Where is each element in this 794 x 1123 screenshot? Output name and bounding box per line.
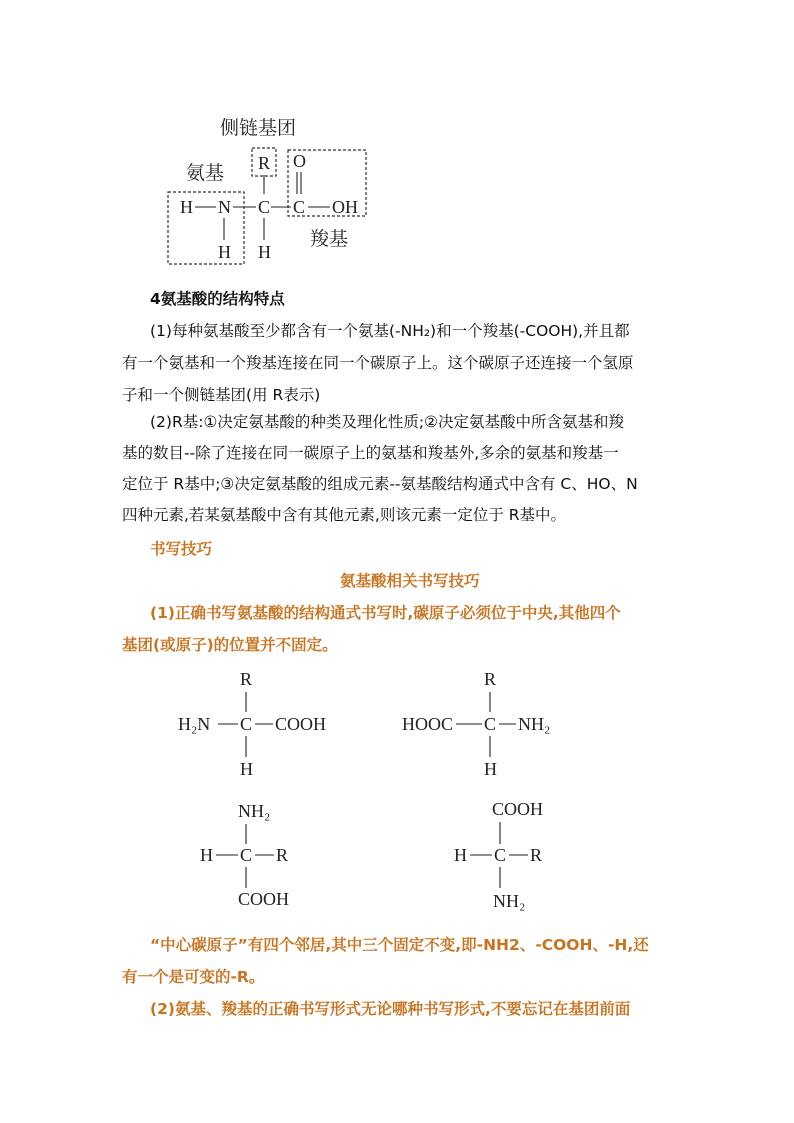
text-line: 子和一个侧链基团(用 R表示) — [122, 386, 321, 404]
tips-label: 书写技巧 — [150, 540, 213, 558]
amino-label: 氨基 — [186, 162, 225, 184]
s2-top: R — [484, 669, 497, 689]
atom-n: N — [218, 197, 231, 217]
section-4-heading: 4氨基酸的结构特点 — [150, 290, 285, 308]
s4-right: R — [530, 845, 543, 865]
s2-bottom: H — [484, 759, 497, 779]
s3-top: NH₂ — [238, 801, 271, 821]
s3-center: C — [240, 845, 253, 865]
s1-right: COOH — [275, 714, 327, 734]
tips-title: 氨基酸相关书写技巧 — [340, 572, 480, 590]
s3-left: H — [200, 845, 213, 865]
atom-oh: OH — [332, 197, 358, 217]
atom-h-c: H — [258, 242, 271, 262]
tips-paragraph-1 — [122, 601, 682, 665]
section-4-paragraph-1 — [122, 319, 682, 415]
s4-top: COOH — [492, 799, 544, 819]
carboxyl-label: 羧基 — [310, 228, 349, 250]
structure-formulas — [160, 660, 580, 920]
s1-center: C — [240, 714, 253, 734]
s2-right: NH₂ — [518, 714, 551, 734]
text-line: 基的数目--除了连接在同一碳原子上的氨基和羧基外,多余的氨基和羧基一 — [122, 444, 619, 462]
section-4-paragraph-2 — [122, 410, 682, 534]
atom-h-n: H — [218, 242, 231, 262]
text-line: “中心碳原子”有四个邻居,其中三个固定不变,即-NH2、-COOH、-H,还 — [150, 936, 649, 954]
atom-c-carboxyl: C — [293, 197, 306, 217]
text-line: 四种元素,若某氨基酸中含有其他元素,则该元素一定位于 R基中。 — [122, 506, 567, 524]
text-line: (1)正确书写氨基酸的结构通式书写时,碳原子必须位于中央,其他四个 — [150, 604, 621, 622]
text-line: (2)氨基、羧基的正确书写形式无论哪种书写形式,不要忘记在基团前面 — [150, 1000, 631, 1018]
text-line: (2)R基:①决定氨基酸的种类及理化性质;②决定氨基酸中所含氨基和羧 — [150, 413, 624, 431]
atom-r: R — [258, 153, 271, 173]
s4-center: C — [494, 845, 507, 865]
s3-right: R — [276, 845, 289, 865]
s2-left: HOOC — [402, 714, 454, 734]
amino-acid-general-structure-diagram — [160, 110, 390, 270]
text-line: 有一个氨基和一个羧基连接在同一个碳原子上。这个碳原子还连接一个氢原 — [122, 354, 634, 372]
text-line: 基团(或原子)的位置并不固定。 — [122, 636, 338, 654]
text-line: (1)每种氨基酸至少都含有一个氨基(-NH₂)和一个羧基(-COOH),并且都 — [150, 322, 630, 340]
s4-bottom: NH₂ — [493, 891, 526, 911]
s4-left: H — [454, 845, 467, 865]
side-chain-label: 侧链基团 — [220, 117, 297, 139]
text-line: 有一个是可变的-R。 — [122, 968, 265, 986]
atom-o: O — [293, 151, 306, 171]
tips-paragraph-3 — [122, 997, 682, 1029]
s3-bottom: COOH — [238, 889, 290, 909]
s2-center: C — [484, 714, 497, 734]
text-line: 定位于 R基中;③决定氨基酸的组成元素--氨基酸结构通式中含有 C、HO、N — [122, 475, 638, 493]
tips-paragraph-2 — [122, 933, 682, 997]
s1-top: R — [240, 669, 253, 689]
s1-bottom: H — [240, 759, 253, 779]
s1-left: H₂N — [178, 714, 211, 734]
atom-h-left: H — [180, 197, 193, 217]
atom-c-alpha: C — [258, 197, 271, 217]
